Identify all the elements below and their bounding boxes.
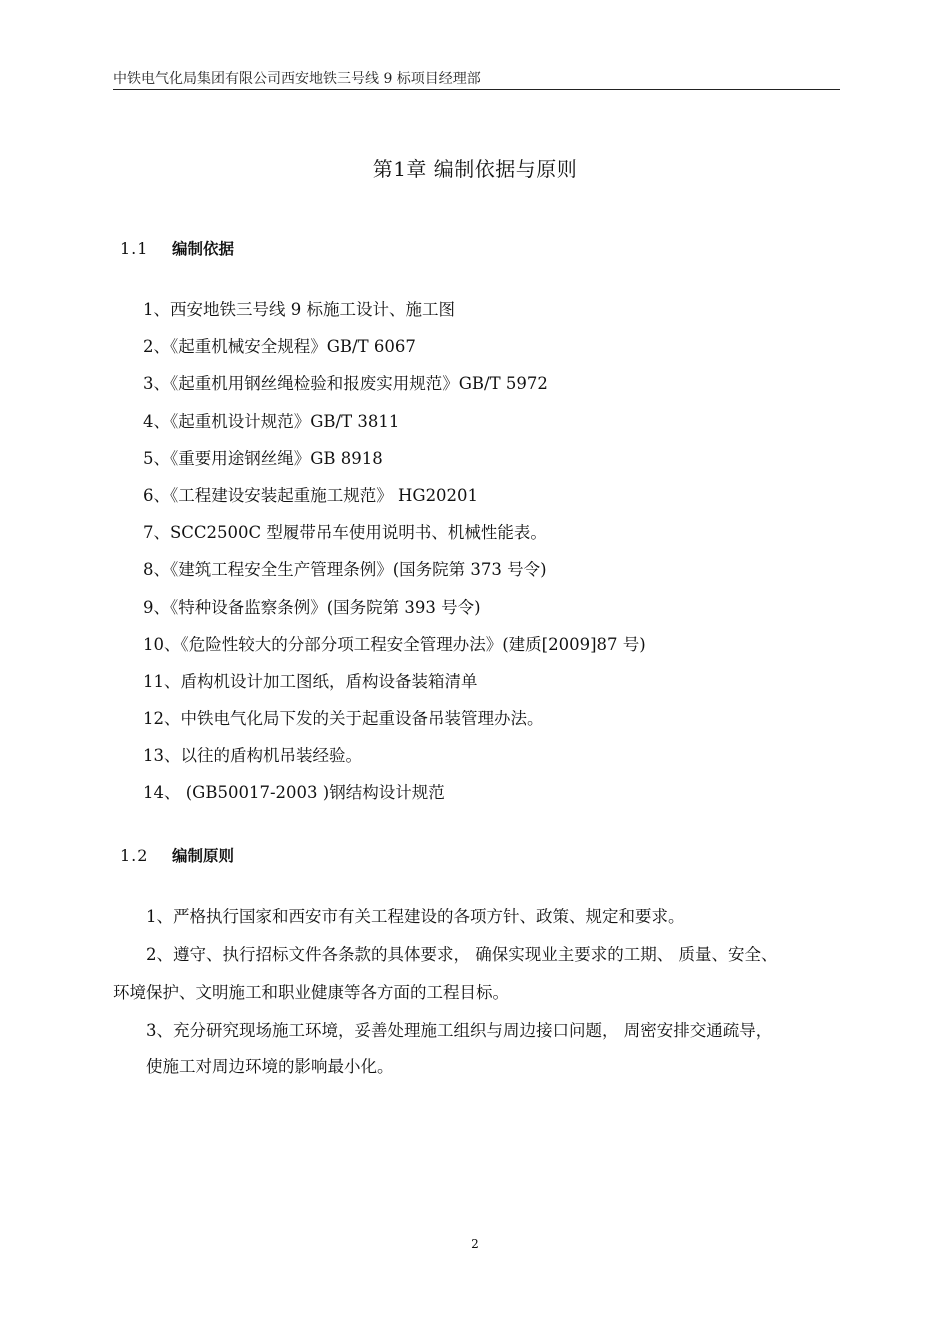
section-title: 编制原则 bbox=[172, 847, 235, 865]
list-item: 2、《起重机械安全规程》GB/T 6067 bbox=[143, 337, 416, 357]
list-item: 13、以往的盾构机吊装经验。 bbox=[143, 746, 362, 766]
list-item: 3、《起重机用钢丝绳检验和报废实用规范》GB/T 5972 bbox=[143, 374, 548, 394]
list-item: 9、《特种设备监察条例》(国务院第 393 号令) bbox=[143, 597, 481, 617]
principle-line: 使施工对周边环境的影响最小化。 bbox=[146, 1057, 394, 1076]
list-item: 6、《工程建设安装起重施工规范》 HG20201 bbox=[143, 485, 479, 505]
list-item: 11、盾构机设计加工图纸，盾构设备装箱清单 bbox=[143, 671, 478, 691]
principle-line: 1、严格执行国家和西安市有关工程建设的各项方针、政策、规定和要求。 bbox=[146, 907, 685, 926]
header-title: 中铁电气化局集团有限公司西安地铁三号线 9 标项目经理部 bbox=[113, 71, 481, 87]
list-item: 14、 (GB50017-2003 )钢结构设计规范 bbox=[143, 783, 445, 803]
list-item: 4、《起重机设计规范》GB/T 3811 bbox=[143, 411, 400, 431]
section-number: 1.2 bbox=[120, 846, 149, 865]
principle-line: 3、充分研究现场施工环境，妥善处理施工组织与周边接口问题， 周密安排交通疏导， bbox=[146, 1021, 773, 1040]
list-item: 7、SCC2500C 型履带吊车使用说明书、机械性能表。 bbox=[143, 523, 547, 543]
section-heading-basis bbox=[120, 237, 234, 261]
section-number: 1.1 bbox=[120, 239, 149, 258]
page-header bbox=[113, 70, 840, 90]
section-title: 编制依据 bbox=[172, 240, 235, 258]
list-item: 5、《重要用途钢丝绳》GB 8918 bbox=[143, 448, 383, 468]
list-item: 8、《建筑工程安全生产管理条例》(国务院第 373 号令) bbox=[143, 560, 547, 580]
basis-list bbox=[143, 297, 646, 818]
list-item: 12、中铁电气化局下发的关于起重设备吊装管理办法。 bbox=[143, 709, 544, 729]
list-item: 1、西安地铁三号线 9 标施工设计、施工图 bbox=[143, 300, 455, 319]
list-item: 10、《危险性较大的分部分项工程安全管理办法》(建质[2009]87 号) bbox=[143, 634, 646, 654]
section-heading-principles bbox=[120, 844, 234, 868]
principle-line: 环境保护、文明施工和职业健康等各方面的工程目标。 bbox=[113, 983, 509, 1002]
page-number: 2 bbox=[471, 1237, 479, 1251]
principle-line: 2、遵守、执行招标文件各条款的具体要求， 确保实现业主要求的工期、 质量、安全、 bbox=[146, 945, 778, 964]
chapter-title: 第1章 编制依据与原则 bbox=[372, 157, 578, 181]
